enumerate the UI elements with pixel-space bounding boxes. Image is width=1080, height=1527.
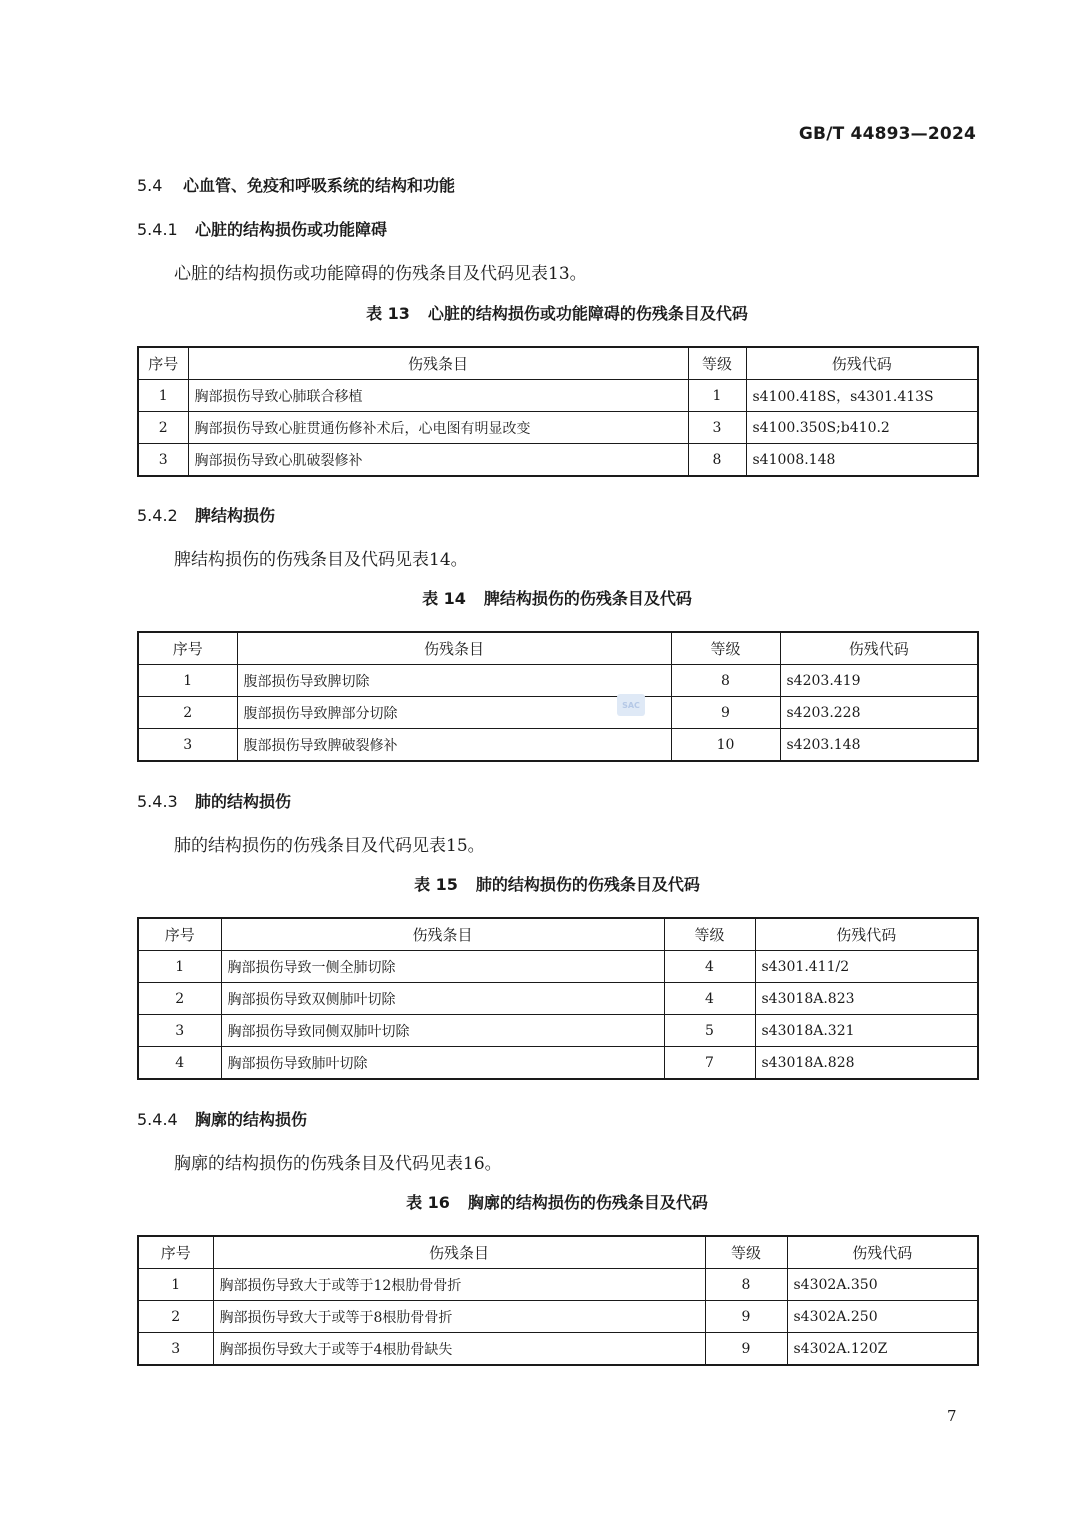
cell-item: 胸部损伤导致大于或等于4根肋骨缺失 [213, 1333, 705, 1366]
table-header-row [138, 347, 978, 380]
intro-paragraph-5-4-4: 胸廓的结构损伤的伤残条目及代码见表16。 [174, 1154, 502, 1174]
table-15-caption [137, 872, 977, 895]
intro-paragraph-5-4-3: 肺的结构损伤的伤残条目及代码见表15。 [174, 836, 485, 856]
col-header-code: 伤残代码 [755, 918, 978, 951]
table-row [138, 444, 978, 477]
cell-code: s4301.411/2 [755, 951, 978, 983]
cell-code: s43018A.828 [755, 1047, 978, 1080]
section-heading [137, 173, 455, 196]
table-row [138, 729, 978, 762]
cell-seq: 2 [138, 412, 188, 444]
watermark-logo: SAC [617, 694, 645, 716]
section-title: 心血管、免疫和呼吸系统的结构和功能 [183, 176, 456, 195]
cell-grade: 10 [671, 729, 780, 762]
table-header-row [138, 1236, 978, 1269]
cell-code: s4203.419 [780, 665, 978, 697]
cell-grade: 5 [664, 1015, 755, 1047]
col-header-seq: 序号 [138, 1236, 213, 1269]
subsection-title: 脾结构损伤 [195, 506, 276, 525]
cell-item: 胸部损伤导致同侧双肺叶切除 [221, 1015, 664, 1047]
page-number: 7 [947, 1407, 957, 1425]
cell-seq: 2 [138, 1301, 213, 1333]
table-row [138, 983, 978, 1015]
subsection-number: 5.4.1 [137, 220, 178, 239]
table-13 [137, 346, 979, 477]
col-header-seq: 序号 [138, 918, 221, 951]
table-row [138, 1015, 978, 1047]
cell-seq: 2 [138, 697, 237, 729]
cell-code: s4302A.350 [787, 1269, 978, 1301]
cell-grade: 8 [671, 665, 780, 697]
cell-code: s43018A.321 [755, 1015, 978, 1047]
section-number: 5.4 [137, 176, 163, 195]
cell-seq: 3 [138, 729, 237, 762]
col-header-item: 伤残条目 [213, 1236, 705, 1269]
cell-code: s4302A.250 [787, 1301, 978, 1333]
cell-seq: 1 [138, 665, 237, 697]
table-row [138, 1047, 978, 1080]
subsection-title: 心脏的结构损伤或功能障碍 [195, 220, 388, 239]
table-row [138, 412, 978, 444]
cell-seq: 4 [138, 1047, 221, 1080]
cell-code: s4203.148 [780, 729, 978, 762]
cell-code: s43018A.823 [755, 983, 978, 1015]
cell-item: 胸部损伤导致一侧全肺切除 [221, 951, 664, 983]
col-header-seq: 序号 [138, 347, 188, 380]
table-16-caption [137, 1190, 977, 1213]
col-header-code: 伤残代码 [787, 1236, 978, 1269]
col-header-grade: 等级 [671, 632, 780, 665]
table-16 [137, 1235, 979, 1366]
table-14-caption [137, 586, 977, 609]
cell-grade: 4 [664, 951, 755, 983]
cell-seq: 1 [138, 380, 188, 412]
cell-grade: 3 [688, 412, 746, 444]
table-15 [137, 917, 979, 1080]
intro-paragraph-5-4-1: 心脏的结构损伤或功能障碍的伤残条目及代码见表13。 [174, 264, 587, 284]
table-number: 表 14 [422, 589, 466, 608]
cell-item: 胸部损伤导致心脏贯通伤修补术后，心电图有明显改变 [188, 412, 688, 444]
col-header-grade: 等级 [705, 1236, 787, 1269]
table-row [138, 951, 978, 983]
cell-item: 胸部损伤导致心肌破裂修补 [188, 444, 688, 477]
subsection-title: 胸廓的结构损伤 [195, 1110, 308, 1129]
cell-grade: 9 [671, 697, 780, 729]
cell-code: s4302A.120Z [787, 1333, 978, 1366]
table-number: 表 15 [414, 875, 458, 894]
table-number: 表 16 [406, 1193, 450, 1212]
cell-grade: 4 [664, 983, 755, 1015]
table-title: 脾结构损伤的伤残条目及代码 [483, 589, 692, 608]
subsection-number: 5.4.3 [137, 792, 178, 811]
cell-seq: 2 [138, 983, 221, 1015]
cell-grade: 8 [688, 444, 746, 477]
cell-seq: 3 [138, 1015, 221, 1047]
cell-item: 腹部损伤导致脾破裂修补 [237, 729, 671, 762]
standard-code: GB/T 44893—2024 [798, 124, 976, 144]
col-header-item: 伤残条目 [221, 918, 664, 951]
cell-grade: 9 [705, 1333, 787, 1366]
table-row [138, 665, 978, 697]
subsection-number: 5.4.4 [137, 1110, 178, 1129]
col-header-grade: 等级 [688, 347, 746, 380]
table-title: 心脏的结构损伤或功能障碍的伤残条目及代码 [427, 304, 748, 323]
cell-code: s4203.228 [780, 697, 978, 729]
table-title: 肺的结构损伤的伤残条目及代码 [475, 875, 700, 894]
cell-item: 腹部损伤导致脾切除 [237, 665, 671, 697]
table-row [138, 1333, 978, 1366]
col-header-item: 伤残条目 [188, 347, 688, 380]
table-row [138, 1269, 978, 1301]
table-13-caption [137, 301, 977, 324]
cell-grade: 1 [688, 380, 746, 412]
table-header-row [138, 632, 978, 665]
cell-code: s4100.418S，s4301.413S [746, 380, 978, 412]
cell-code: s4100.350S;b410.2 [746, 412, 978, 444]
table-header-row [138, 918, 978, 951]
cell-item: 胸部损伤导致大于或等于12根肋骨骨折 [213, 1269, 705, 1301]
cell-item: 胸部损伤导致肺叶切除 [221, 1047, 664, 1080]
table-number: 表 13 [366, 304, 410, 323]
col-header-code: 伤残代码 [746, 347, 978, 380]
subsection-title: 肺的结构损伤 [195, 792, 292, 811]
subsection-heading-5-4-3 [137, 789, 291, 812]
table-row [138, 1301, 978, 1333]
col-header-seq: 序号 [138, 632, 237, 665]
cell-item: 胸部损伤导致双侧肺叶切除 [221, 983, 664, 1015]
cell-seq: 1 [138, 951, 221, 983]
cell-seq: 3 [138, 1333, 213, 1366]
cell-seq: 1 [138, 1269, 213, 1301]
cell-item: 胸部损伤导致心肺联合移植 [188, 380, 688, 412]
subsection-number: 5.4.2 [137, 506, 178, 525]
table-14 [137, 631, 979, 762]
subsection-heading-5-4-2 [137, 503, 275, 526]
cell-grade: 9 [705, 1301, 787, 1333]
cell-grade: 7 [664, 1047, 755, 1080]
subsection-heading-5-4-4 [137, 1107, 307, 1130]
cell-grade: 8 [705, 1269, 787, 1301]
table-row [138, 697, 978, 729]
intro-paragraph-5-4-2: 脾结构损伤的伤残条目及代码见表14。 [174, 550, 468, 570]
col-header-grade: 等级 [664, 918, 755, 951]
cell-item: 胸部损伤导致大于或等于8根肋骨骨折 [213, 1301, 705, 1333]
col-header-item: 伤残条目 [237, 632, 671, 665]
table-row [138, 380, 978, 412]
cell-item: 腹部损伤导致脾部分切除 [237, 697, 671, 729]
subsection-heading-5-4-1 [137, 217, 387, 240]
col-header-code: 伤残代码 [780, 632, 978, 665]
table-title: 胸廓的结构损伤的伤残条目及代码 [467, 1193, 708, 1212]
cell-seq: 3 [138, 444, 188, 477]
cell-code: s41008.148 [746, 444, 978, 477]
